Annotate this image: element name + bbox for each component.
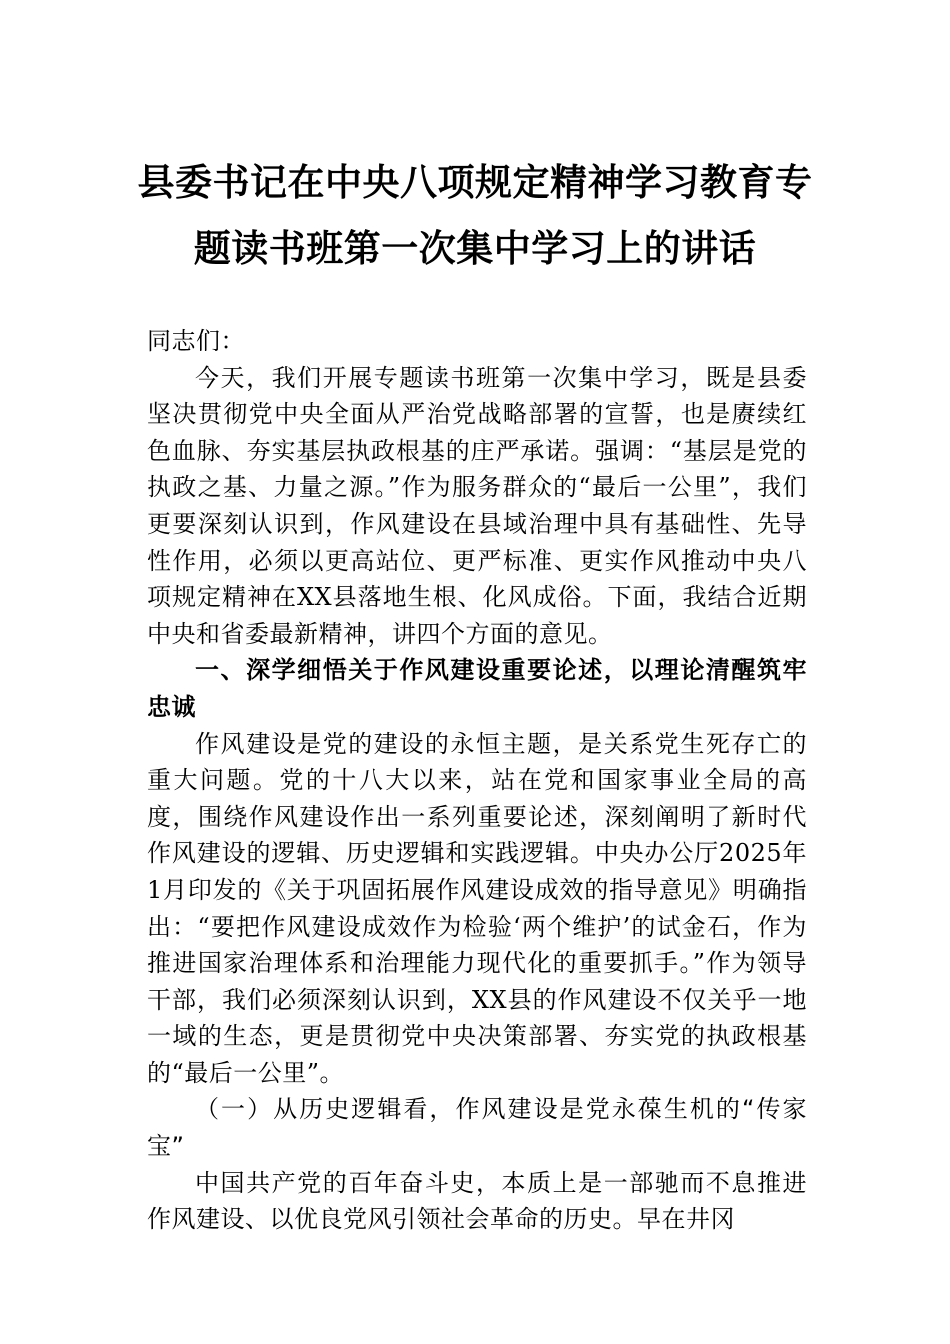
salutation: 同志们：	[147, 327, 245, 355]
section-heading: 一、深学细悟关于作风建设重要论述，以理论清醒筑牢忠诚	[147, 656, 807, 721]
section-paragraph: 作风建设是党的建设的永恒主题，是关系党生死存亡的重大问题。党的十八大以来，站在党和国家事业全局的高度，围绕作风建设作出一系列重要论述，深刻阐明了新时代作风建设的逻辑、历史逻辑和实践逻辑。中央办公厅2025年1月印发的《关于巩固拓展作风建设成效的指导意见》明确指出：“要把作风建设成效作为检验‘两个维护’的试金石，作为推进国家治理体系和治理能力现代化的重要抓手。”作为领导干部，我们必须深刻认识到，XX县的作风建设不仅关乎一地一域的生态，更是贯彻党中央决策部署、夯实党的执政根基的“最后一公里”。	[147, 729, 807, 1087]
document-title	[120, 150, 830, 282]
intro-paragraph: 今天，我们开展专题读书班第一次集中学习，既是县委坚决贯彻党中央全面从严治党战略部署的宣誓，也是赓续红色血脉、夯实基层执政根基的庄严承诺。强调：“基层是党的执政之基、力量之源。”作为服务群众的“最后一公里”，我们更要深刻认识到，作风建设在县域治理中具有基础性、先导性作用，必须以更高站位、更严标准、更实作风推动中央八项规定精神在XX县落地生根、化风成俗。下面，我结合近期中央和省委最新精神，讲四个方面的意见。	[147, 363, 807, 648]
subsection-heading: （一）从历史逻辑看，作风建设是党永葆生机的“传家宝”	[147, 1095, 807, 1161]
document-body	[147, 323, 807, 1238]
subsection-paragraph: 中国共产党的百年奋斗史，本质上是一部驰而不息推进作风建设、以优良党风引领社会革命的历史。早在井冈	[147, 1168, 807, 1234]
title-line-2: 题读书班第一次集中学习上的讲话	[193, 227, 757, 270]
title-line-1: 县委书记在中央八项规定精神学习教育专	[137, 161, 813, 204]
